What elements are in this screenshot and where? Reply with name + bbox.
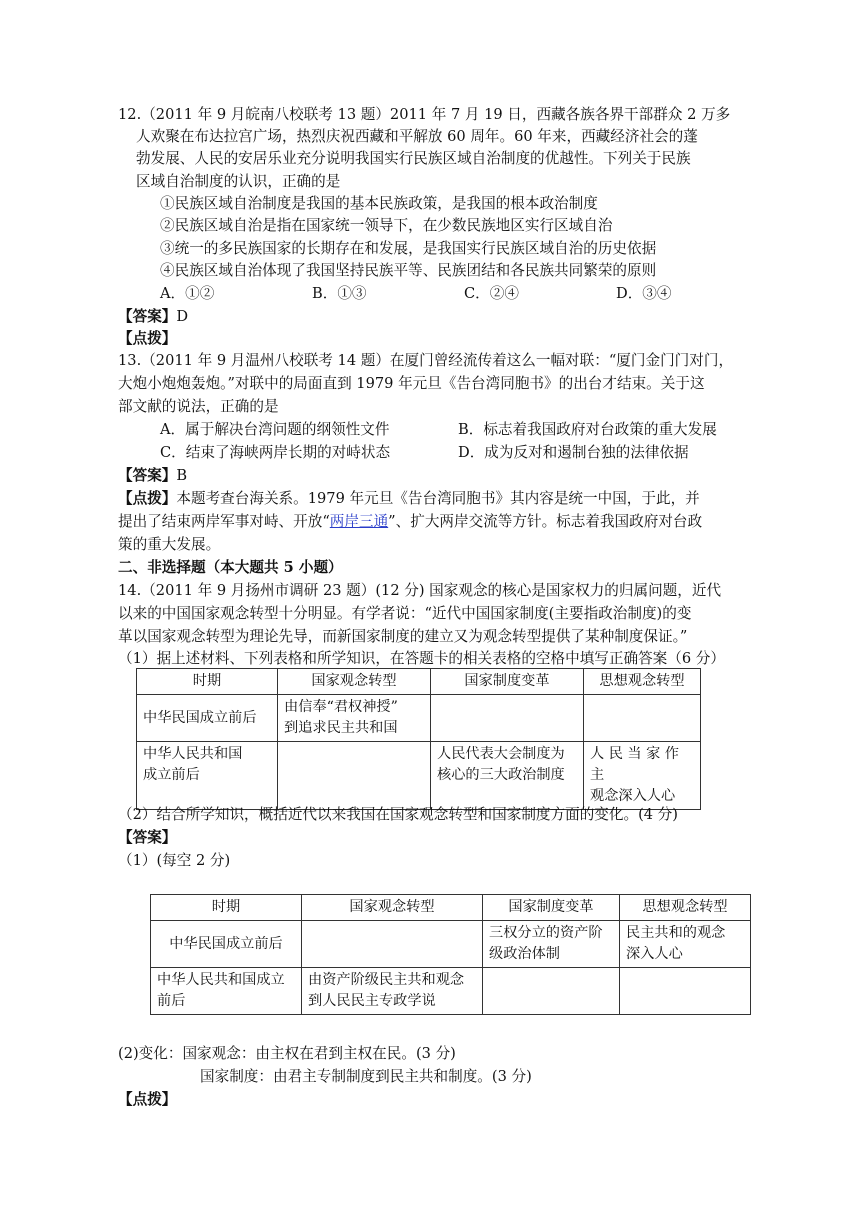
cell-state-concept-blank <box>302 921 483 968</box>
q13-options-row-2 <box>160 442 740 464</box>
q13-hint-line-1: 【点拨】本题考查台海关系。1979 年元旦《告台湾同胞书》其内容是统一中国，于此，并 <box>118 490 700 507</box>
header-thought-concept: 思想观念转型 <box>584 669 701 695</box>
q14-answer-label: 【答案】 <box>118 829 177 846</box>
cell-period <box>151 968 302 1015</box>
cell-period <box>137 742 278 810</box>
q13-option-b: B．标志着我国政府对台政策的重大发展 <box>458 421 717 438</box>
q14-answer-table <box>150 894 751 1015</box>
cell-period: 中华民国成立前后 <box>151 921 302 968</box>
q13-hint-text-pre: 提出了结束两岸军事对峙、开放“ <box>118 513 330 530</box>
cell-state-system-blank <box>483 968 620 1015</box>
header-thought-concept: 思想观念转型 <box>620 895 751 921</box>
q14-hint: 【点拨】 <box>118 1091 177 1108</box>
table-row <box>151 968 751 1015</box>
q12-hint: 【点拨】 <box>118 330 177 347</box>
header-state-concept: 国家观念转型 <box>302 895 483 921</box>
q12-item-3: ③统一的多民族国家的长期存在和发展，是我国实行民族区域自治的历史依据 <box>160 240 657 257</box>
cell-line: 到人民民主专政学说 <box>308 993 436 1009</box>
cell-line: 由资产阶级民主共和观念 <box>308 972 465 988</box>
cell-thought-concept-blank[interactable] <box>584 695 701 742</box>
q13-hint-text-post: ”、扩大两岸交流等方针。标志着我国政府对台政 <box>388 513 703 530</box>
header-period: 时期 <box>137 669 278 695</box>
cell-state-system <box>483 921 620 968</box>
cell-period: 中华民国成立前后 <box>137 695 278 742</box>
table-row <box>151 921 751 968</box>
q13-hint-line-2 <box>118 511 702 533</box>
q12-option-c: C．②④ <box>464 285 519 302</box>
q14-line-3: 革以国家观念转型为理论先导，而新国家制度的建立又为观念转型提供了某种制度保证。” <box>118 628 688 645</box>
q12-line-4: 区域自治制度的认识，正确的是 <box>136 173 341 190</box>
q12-option-b: B．①③ <box>312 285 367 302</box>
table-row <box>137 742 701 810</box>
cell-line: 人民代表大会制度为 <box>437 746 565 762</box>
q12-options <box>160 283 700 305</box>
cell-line: 由信奉“君权神授” <box>284 699 398 715</box>
q12-option-d: D．③④ <box>616 285 672 302</box>
q14-each-blank-score: （1）(每空 2 分) <box>118 852 231 869</box>
header-state-system: 国家制度变革 <box>431 669 584 695</box>
q12-answer: 【答案】D <box>118 308 189 325</box>
q12-line-1: 12.（2011 年 9 月皖南八校联考 13 题）2011 年 7 月 19 日，西藏各族各界干部群众 2 万多 <box>118 106 731 123</box>
q14-line-1: 14.（2011 年 9 月扬州市调研 23 题）(12 分) 国家观念的核心是国家权力的归属问题，近代 <box>118 582 722 599</box>
cell-line: 三权分立的资产阶 <box>489 925 603 941</box>
cell-state-concept-blank[interactable] <box>278 742 431 810</box>
q12-option-a: A．①② <box>160 285 215 302</box>
q12-item-1: ①民族区域自治制度是我国的基本民族政策，是我国的根本政治制度 <box>160 195 598 212</box>
q12-item-4: ④民族区域自治体现了我国坚持民族平等、民族团结和各民族共同繁荣的原则 <box>160 262 657 279</box>
q13-line-2: 大炮小炮炮轰炮。”对联中的局面直到 1979 年元旦《告台湾同胞书》的出台才结束。关于这 <box>118 375 705 392</box>
table-row <box>137 695 701 742</box>
q13-option-d: D．成为反对和遏制台独的法律依据 <box>458 444 689 461</box>
cell-thought-concept <box>620 921 751 968</box>
q12-item-2: ②民族区域自治是指在国家统一领导下，在少数民族地区实行区域自治 <box>160 217 613 234</box>
q13-line-3: 部文献的说法，正确的是 <box>118 398 279 415</box>
q14-line-2: 以来的中国国家观念转型十分明显。有学者说：“近代中国国家制度(主要指政治制度)的变 <box>118 605 692 622</box>
q12-line-3: 勃发展、人民的安居乐业充分说明我国实行民族区域自治制度的优越性。下列关于民族 <box>136 150 691 167</box>
table-header-row <box>151 895 751 921</box>
q12-line-2: 人欢聚在布达拉宫广场，热烈庆祝西藏和平解放 60 周年。60 年来，西藏经济社会的蓬 <box>136 128 698 145</box>
cell-thought-concept <box>584 742 701 810</box>
cell-line: 观念深入人心 <box>590 788 676 804</box>
header-period: 时期 <box>151 895 302 921</box>
q13-option-c: C．结束了海峡两岸长期的对峙状态 <box>160 444 391 461</box>
cell-line: 核心的三大政治制度 <box>437 767 565 783</box>
q13-hint-line-3: 策的重大发展。 <box>118 536 221 553</box>
table-header-row <box>137 669 701 695</box>
cell-line: 人 民 当 家 作 主 <box>590 746 679 783</box>
cell-state-system-blank[interactable] <box>431 695 584 742</box>
cell-state-system <box>431 742 584 810</box>
cell-line: 中华人民共和国 <box>143 746 243 762</box>
cell-state-concept <box>302 968 483 1015</box>
cell-state-concept <box>278 695 431 742</box>
q13-option-a: A．属于解决台湾问题的纲领性文件 <box>160 421 390 438</box>
q13-line-1: 13.（2011 年 9 月温州八校联考 14 题）在厦门曾经流传着这么一幅对联：“厦门金门门对门， <box>118 352 734 369</box>
section-2-heading: 二、非选择题（本大题共 5 小题） <box>118 559 343 576</box>
cell-line: 前后 <box>157 993 186 1009</box>
header-state-system: 国家制度变革 <box>483 895 620 921</box>
cell-line: 级政治体制 <box>489 946 560 962</box>
q14-change-1: (2)变化：国家观念：由主权在君到主权在民。(3 分) <box>118 1045 456 1062</box>
two-sides-three-links-link[interactable]: 两岸三通 <box>329 513 389 530</box>
q13-options-row-1 <box>160 419 740 441</box>
q14-part-2: （2）结合所学知识，概括近代以来我国在国家观念转型和国家制度方面的变化。(4 分) <box>118 806 678 823</box>
cell-line: 深入人心 <box>626 946 683 962</box>
cell-line: 中华人民共和国成立 <box>157 972 285 988</box>
q13-answer: 【答案】B <box>118 467 188 484</box>
q14-part-1: （1）据上述材料、下列表格和所学知识，在答题卡的相关表格的空格中填写正确答案（6 分） <box>118 650 725 667</box>
q14-question-table <box>136 668 701 810</box>
cell-line: 民主共和的观念 <box>626 925 726 941</box>
cell-line: 到追求民主共和国 <box>284 720 398 736</box>
q14-change-2: 国家制度：由君主专制制度到民主共和制度。(3 分) <box>200 1068 532 1085</box>
header-state-concept: 国家观念转型 <box>278 669 431 695</box>
cell-line: 成立前后 <box>143 767 200 783</box>
cell-thought-concept-blank <box>620 968 751 1015</box>
